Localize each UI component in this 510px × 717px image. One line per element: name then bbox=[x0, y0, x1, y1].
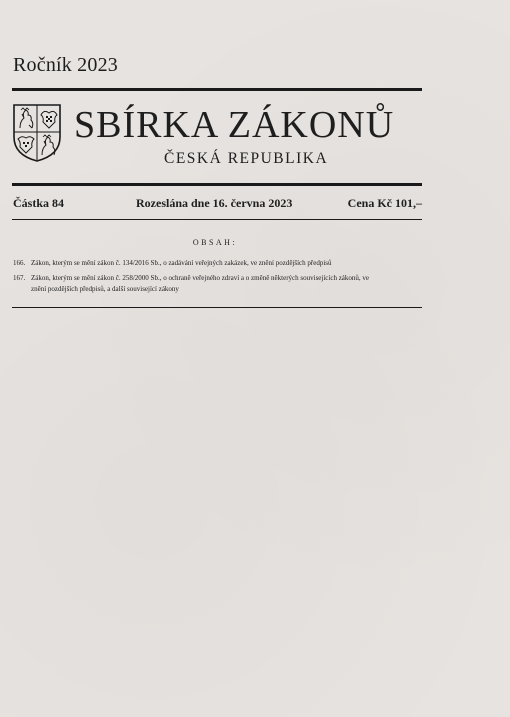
entry-text: Zákon, kterým se mění zákon č. 134/2016 Sb., o zadávání veřejných zakázek, ve znění pozdějších předpisů bbox=[31, 259, 332, 267]
contents-entry bbox=[13, 273, 425, 294]
header-bottom-rule bbox=[12, 183, 422, 186]
volume-year: Ročník 2023 bbox=[13, 54, 118, 76]
issue-date: Rozeslána dne 16. června 2023 bbox=[136, 196, 293, 210]
issue-part: Částka 84 bbox=[13, 196, 65, 210]
header-top-rule bbox=[12, 88, 422, 91]
contents-bottom-rule bbox=[12, 307, 422, 308]
entry-number: 166. bbox=[13, 259, 26, 267]
entry-text-continued: znění pozdějších předpisů, a další související zákony bbox=[31, 284, 179, 293]
issue-price: Cena Kč 101,– bbox=[347, 196, 422, 210]
page-subtitle: ČESKÁ REPUBLIKA bbox=[164, 150, 329, 167]
czech-coat-of-arms-icon bbox=[12, 103, 62, 163]
page-title: SBÍRKA ZÁKONŮ bbox=[74, 104, 395, 146]
entry-number: 167. bbox=[13, 274, 26, 282]
contents-entry bbox=[13, 258, 425, 269]
meta-bottom-rule bbox=[12, 219, 422, 220]
contents-heading: OBSAH: bbox=[192, 238, 238, 247]
entry-text: Zákon, kterým se mění zákon č. 258/2000 Sb., o ochraně veřejného zdraví a o změně některých souvisejících zákonů, ve bbox=[31, 274, 370, 282]
